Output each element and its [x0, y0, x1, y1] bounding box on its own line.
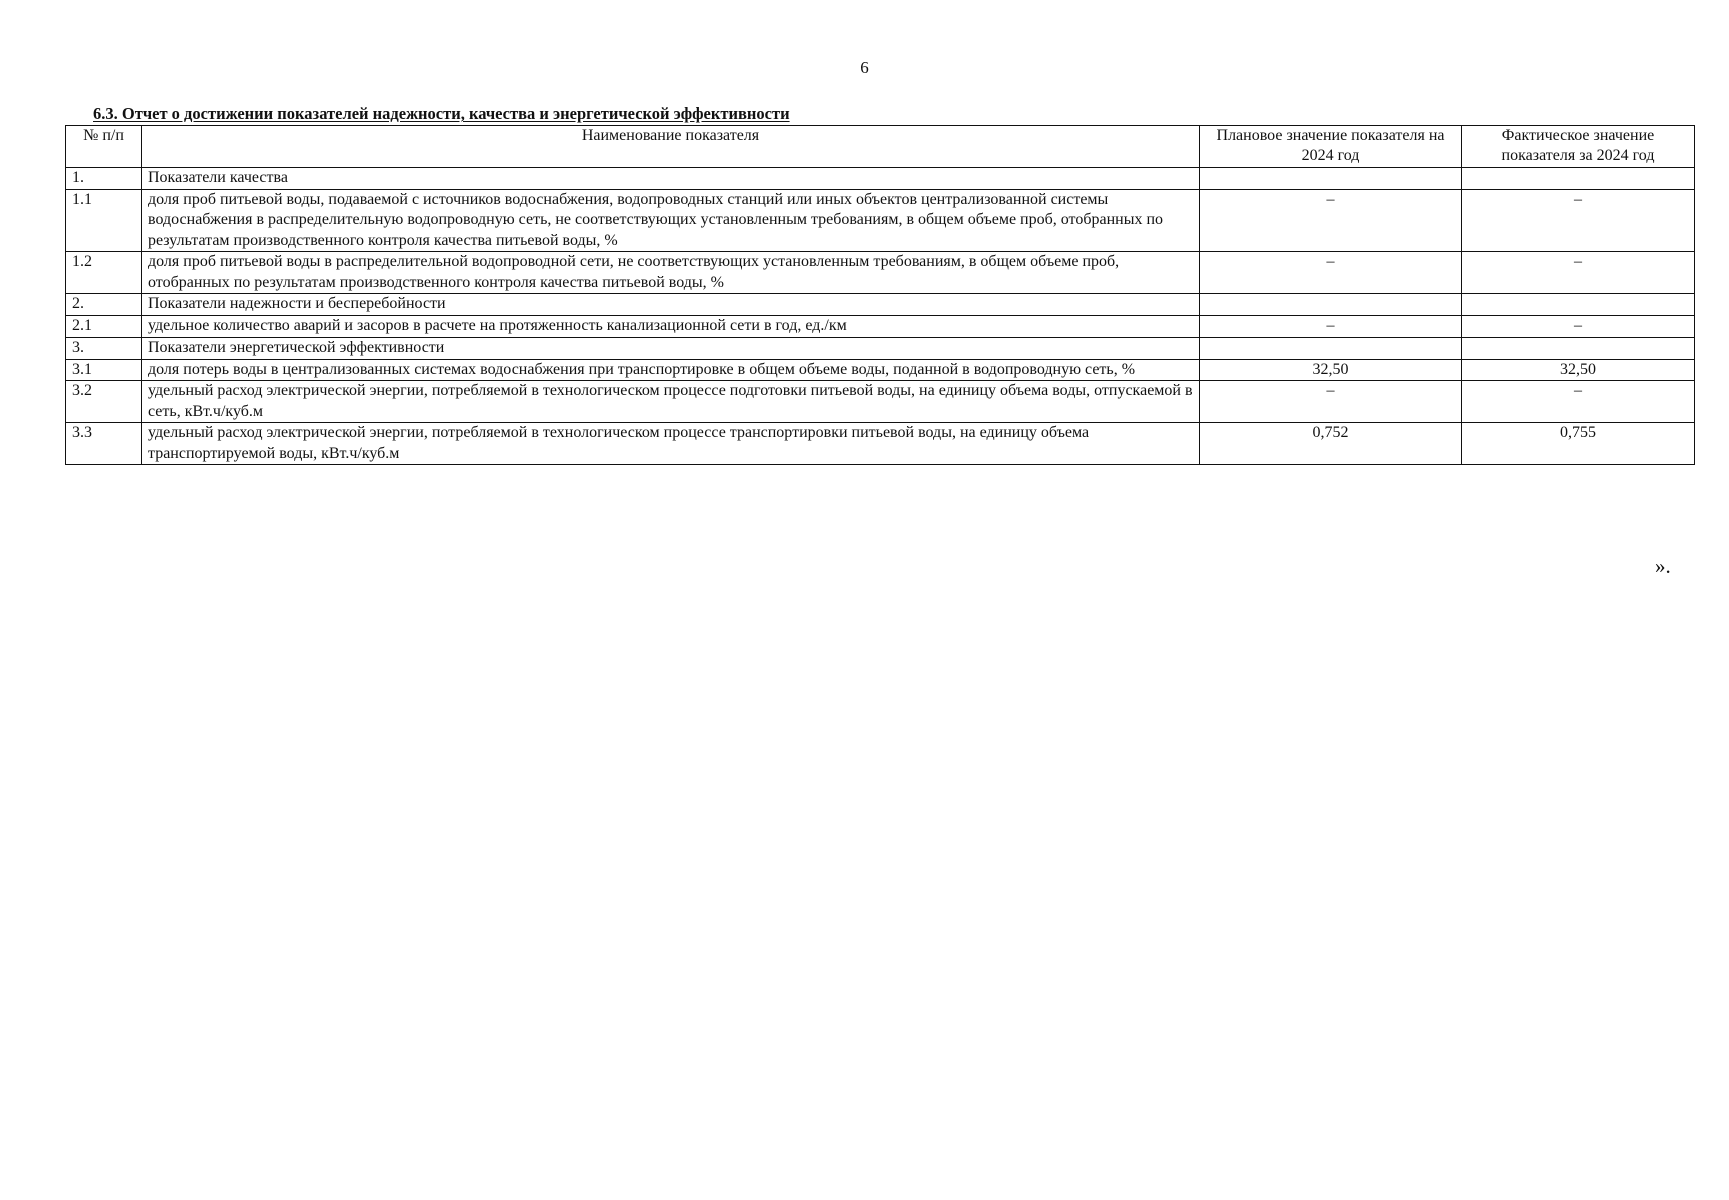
row-name: Показатели качества	[142, 167, 1200, 189]
row-num: 3.3	[66, 423, 142, 465]
table-row	[66, 359, 1695, 380]
row-num: 3.1	[66, 359, 142, 380]
row-name: доля проб питьевой воды, подаваемой с источников водоснабжения, водопроводных станций или иных объектов централизованной системы водоснабжения в распределительную водопроводную сеть, не соответствующих установленным требованиям, в общем объеме проб, отобранных по результатам производственного контроля качества питьевой воды, %	[142, 189, 1200, 251]
row-name: удельный расход электрической энергии, потребляемой в технологическом процессе транспортировки питьевой воды, на единицу объема транспортируемой воды, кВт.ч/куб.м	[142, 423, 1200, 465]
row-num: 1.2	[66, 252, 142, 294]
table-row	[66, 381, 1695, 423]
table-header-row	[66, 126, 1695, 168]
header-name: Наименование показателя	[142, 126, 1200, 168]
row-num: 3.	[66, 337, 142, 359]
header-num: № п/п	[66, 126, 142, 168]
row-plan: –	[1200, 381, 1462, 423]
page-number: 6	[860, 58, 869, 77]
row-fact	[1462, 167, 1695, 189]
row-plan: 32,50	[1200, 359, 1462, 380]
row-plan	[1200, 294, 1462, 316]
row-num: 2.	[66, 294, 142, 316]
row-fact: 0,755	[1462, 423, 1695, 465]
closing-quote-mark: ».	[1655, 554, 1671, 578]
table-row	[66, 316, 1695, 337]
header-plan: Плановое значение показателя на 2024 год	[1200, 126, 1462, 168]
row-name: Показатели энергетической эффективности	[142, 337, 1200, 359]
row-fact: –	[1462, 189, 1695, 251]
row-name: доля потерь воды в централизованных системах водоснабжения при транспортировке в общем объеме воды, поданной в водопроводную сеть, %	[142, 359, 1200, 380]
table-row	[66, 252, 1695, 294]
table-row	[66, 189, 1695, 251]
row-plan: –	[1200, 189, 1462, 251]
row-fact: 32,50	[1462, 359, 1695, 380]
row-plan: –	[1200, 316, 1462, 337]
row-fact: –	[1462, 316, 1695, 337]
table-row	[66, 423, 1695, 465]
row-num: 2.1	[66, 316, 142, 337]
row-name: удельное количество аварий и засоров в расчете на протяженность канализационной сети в год, ед./км	[142, 316, 1200, 337]
header-fact: Фактическое значение показателя за 2024 год	[1462, 126, 1695, 168]
row-plan: –	[1200, 252, 1462, 294]
section-title: 6.3. Отчет о достижении показателей надежности, качества и энергетической эффективности	[93, 104, 790, 123]
row-num: 1.	[66, 167, 142, 189]
table-row	[66, 337, 1695, 359]
row-plan	[1200, 167, 1462, 189]
row-plan: 0,752	[1200, 423, 1462, 465]
row-fact	[1462, 337, 1695, 359]
table-row	[66, 167, 1695, 189]
row-fact	[1462, 294, 1695, 316]
row-num: 1.1	[66, 189, 142, 251]
row-plan	[1200, 337, 1462, 359]
row-fact: –	[1462, 381, 1695, 423]
row-fact: –	[1462, 252, 1695, 294]
indicators-table	[65, 125, 1695, 465]
table-row	[66, 294, 1695, 316]
row-name: доля проб питьевой воды в распределительной водопроводной сети, не соответствующих установленным требованиям, в общем объеме проб, отобранных по результатам производственного контроля качества питьевой воды, %	[142, 252, 1200, 294]
row-num: 3.2	[66, 381, 142, 423]
row-name: удельный расход электрической энергии, потребляемой в технологическом процессе подготовки питьевой воды, на единицу объема воды, отпускаемой в сеть, кВт.ч/куб.м	[142, 381, 1200, 423]
row-name: Показатели надежности и бесперебойности	[142, 294, 1200, 316]
